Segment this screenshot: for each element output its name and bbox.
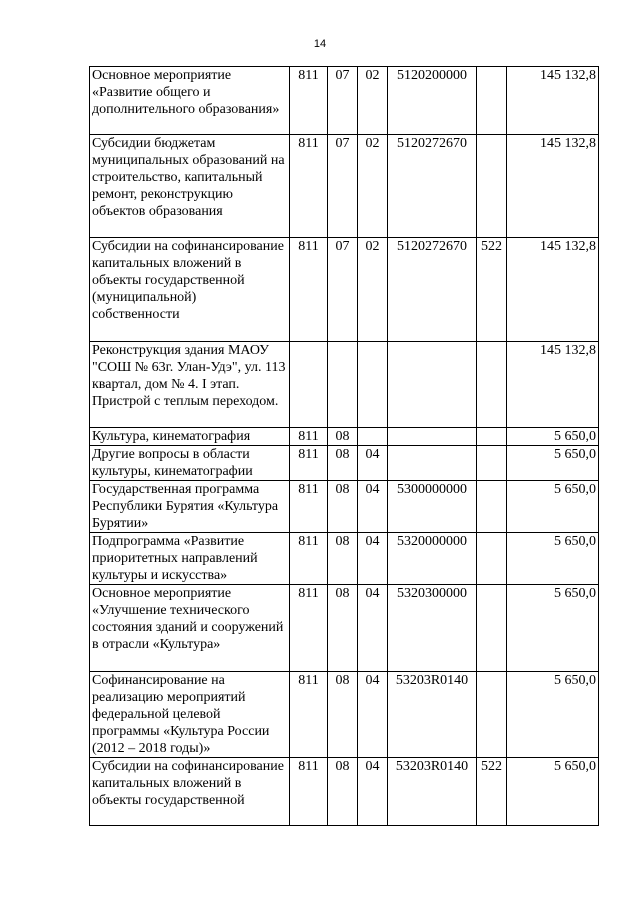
row-name: Софинансирование на реализацию мероприятий федеральной целевой программы «Культура России (2012 – 2018 годы)»: [90, 672, 290, 758]
row-name: Другие вопросы в области культуры, кинематографии: [90, 446, 290, 481]
row-vr: [477, 446, 507, 481]
row-rz: 08: [328, 585, 358, 672]
row-amount: 145 132,8: [507, 135, 599, 238]
table-row: [90, 533, 599, 585]
table-row: [90, 238, 599, 342]
row-csr: [388, 342, 477, 428]
table-row: [90, 481, 599, 533]
row-rz: 08: [328, 533, 358, 585]
table-row: [90, 585, 599, 672]
row-amount: 145 132,8: [507, 67, 599, 135]
row-ved: 811: [290, 672, 328, 758]
row-csr: 5120272670: [388, 135, 477, 238]
row-ved: 811: [290, 481, 328, 533]
row-vr: [477, 342, 507, 428]
row-amount: 5 650,0: [507, 446, 599, 481]
row-vr: [477, 428, 507, 446]
row-name: Субсидии на софинансирование капитальных вложений в объекты государственной (муниципальной) собственности: [90, 238, 290, 342]
row-pr: 04: [358, 446, 388, 481]
row-pr: 02: [358, 135, 388, 238]
row-amount: 5 650,0: [507, 533, 599, 585]
row-rz: 08: [328, 428, 358, 446]
table-row: [90, 428, 599, 446]
row-ved: 811: [290, 585, 328, 672]
row-name: Основное мероприятие «Улучшение технического состояния зданий и сооружений в отрасли «Культура»: [90, 585, 290, 672]
row-ved: 811: [290, 428, 328, 446]
row-name: Культура, кинематография: [90, 428, 290, 446]
row-pr: 02: [358, 67, 388, 135]
table-row: [90, 67, 599, 135]
row-rz: 07: [328, 67, 358, 135]
row-amount: 145 132,8: [507, 238, 599, 342]
row-csr: [388, 446, 477, 481]
row-pr: 04: [358, 481, 388, 533]
row-ved: 811: [290, 446, 328, 481]
row-amount: 5 650,0: [507, 428, 599, 446]
row-csr: 5320000000: [388, 533, 477, 585]
row-amount: 5 650,0: [507, 758, 599, 826]
row-rz: 08: [328, 446, 358, 481]
row-pr: 04: [358, 533, 388, 585]
row-ved: 811: [290, 238, 328, 342]
row-name: Субсидии бюджетам муниципальных образований на строительство, капитальный ремонт, реконструкцию объектов образования: [90, 135, 290, 238]
row-csr: 5300000000: [388, 481, 477, 533]
row-vr: [477, 533, 507, 585]
row-pr: 02: [358, 238, 388, 342]
row-rz: 08: [328, 481, 358, 533]
row-name: Субсидии на софинансирование капитальных вложений в объекты государственной: [90, 758, 290, 826]
row-name: Подпрограмма «Развитие приоритетных направлений культуры и искусства»: [90, 533, 290, 585]
row-rz: 07: [328, 238, 358, 342]
row-pr: 04: [358, 585, 388, 672]
row-csr: 5120272670: [388, 238, 477, 342]
row-pr: 04: [358, 672, 388, 758]
row-vr: [477, 585, 507, 672]
row-ved: 811: [290, 135, 328, 238]
row-rz: 08: [328, 672, 358, 758]
row-pr: [358, 342, 388, 428]
table-row: [90, 342, 599, 428]
row-ved: 811: [290, 758, 328, 826]
row-pr: [358, 428, 388, 446]
table-row: [90, 672, 599, 758]
row-csr: 53203R0140: [388, 672, 477, 758]
row-csr: 5120200000: [388, 67, 477, 135]
page-number: 14: [313, 38, 327, 50]
row-amount: 5 650,0: [507, 481, 599, 533]
row-vr: 522: [477, 238, 507, 342]
row-ved: [290, 342, 328, 428]
row-ved: 811: [290, 533, 328, 585]
row-vr: [477, 481, 507, 533]
row-vr: 522: [477, 758, 507, 826]
row-rz: 07: [328, 135, 358, 238]
row-vr: [477, 672, 507, 758]
table-row: [90, 758, 599, 826]
budget-table: [89, 66, 599, 826]
row-name: Государственная программа Республики Бурятия «Культура Бурятии»: [90, 481, 290, 533]
table-row: [90, 135, 599, 238]
row-pr: 04: [358, 758, 388, 826]
row-rz: 08: [328, 758, 358, 826]
row-csr: 53203R0140: [388, 758, 477, 826]
row-rz: [328, 342, 358, 428]
row-amount: 5 650,0: [507, 585, 599, 672]
row-csr: 5320300000: [388, 585, 477, 672]
row-name: Основное мероприятие «Развитие общего и дополнительного образования»: [90, 67, 290, 135]
row-vr: [477, 135, 507, 238]
row-vr: [477, 67, 507, 135]
row-name: Реконструкция здания МАОУ "СОШ № 63г. Улан-Удэ", ул. 113 квартал, дом № 4. I этап. Пристрой с теплым переходом.: [90, 342, 290, 428]
row-csr: [388, 428, 477, 446]
table-row: [90, 446, 599, 481]
row-amount: 5 650,0: [507, 672, 599, 758]
row-ved: 811: [290, 67, 328, 135]
row-amount: 145 132,8: [507, 342, 599, 428]
